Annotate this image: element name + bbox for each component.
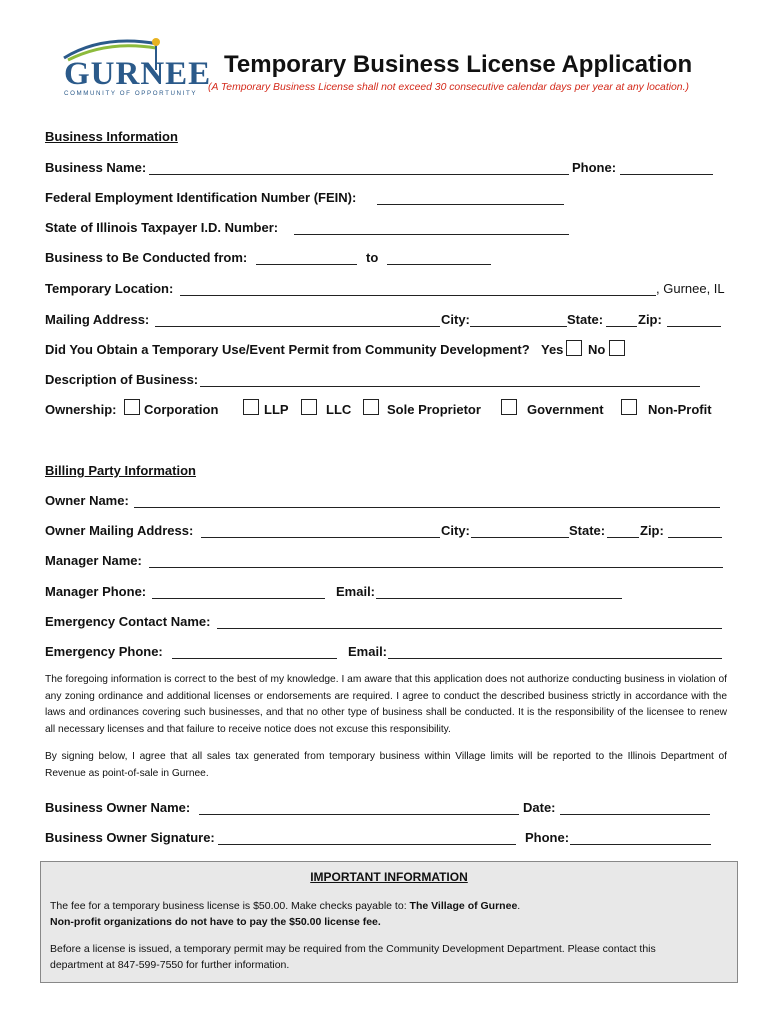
owner-mailing-field[interactable] <box>201 537 440 538</box>
payee-text: The Village of Gurnee <box>409 900 518 912</box>
signature-phone-label: Phone: <box>525 830 570 845</box>
temporary-location-field[interactable] <box>180 295 656 296</box>
conducted-from-field[interactable] <box>256 264 357 265</box>
manager-phone-label: Manager Phone: <box>45 584 147 599</box>
signature-owner-name-label: Business Owner Name: <box>45 800 191 815</box>
location-suffix: , Gurnee, IL <box>656 281 725 296</box>
owner-city-field[interactable] <box>471 537 569 538</box>
ownership-government-checkbox[interactable] <box>501 399 517 415</box>
ownership-non-profit-checkbox[interactable] <box>621 399 637 415</box>
ownership-label: Ownership: <box>45 402 117 417</box>
conducted-from-label: Business to Be Conducted from: <box>45 250 248 265</box>
business-name-field[interactable] <box>149 174 569 175</box>
taxpayer-id-field[interactable] <box>294 234 569 235</box>
fee-text: The fee for a temporary business license is $50.00. Make checks payable to: <box>50 900 410 912</box>
nonprofit-note: Non-profit organizations do not have to pay the $50.00 license fee. <box>50 916 381 928</box>
page-subtitle: (A Temporary Business License shall not exceed 30 consecutive calendar days per year at any location.) <box>208 82 689 93</box>
fein-field[interactable] <box>377 204 564 205</box>
permit-note-line2: department at 847-599-7550 for further information. <box>50 959 290 971</box>
ownership-sole-proprietor-label: Sole Proprietor <box>387 402 481 417</box>
manager-name-field[interactable] <box>149 567 723 568</box>
fein-label: Federal Employment Identification Number (FEIN): <box>45 190 357 205</box>
manager-name-label: Manager Name: <box>45 553 142 568</box>
taxpayer-id-label: State of Illinois Taxpayer I.D. Number: <box>45 220 279 235</box>
billing-info-heading: Billing Party Information <box>45 463 196 478</box>
signature-owner-name-field[interactable] <box>199 814 519 815</box>
state-label: State: <box>567 312 604 327</box>
emergency-phone-field[interactable] <box>172 658 337 659</box>
sales-tax-paragraph: By signing below, I agree that all sales tax generated from temporary business within Village limits will be reported to the Illinois Department of Revenue as point-of-sale in Gurnee. <box>45 751 727 779</box>
permit-no-label: No <box>588 342 606 357</box>
ownership-non-profit-label: Non-Profit <box>648 402 712 417</box>
city-label: City: <box>441 312 470 327</box>
gurnee-logo <box>58 36 212 100</box>
owner-state-label: State: <box>569 523 606 538</box>
owner-state-field[interactable] <box>607 537 639 538</box>
important-info-title: IMPORTANT INFORMATION <box>310 870 468 884</box>
signature-date-field[interactable] <box>560 814 710 815</box>
page-title: Temporary Business License Application <box>224 51 693 78</box>
owner-name-label: Owner Name: <box>45 493 129 508</box>
conducted-to-label: to <box>366 250 379 265</box>
business-info-heading: Business Information <box>45 129 178 144</box>
signature-date-label: Date: <box>523 800 556 815</box>
city-field[interactable] <box>470 326 567 327</box>
business-name-label: Business Name: <box>45 160 147 175</box>
description-label: Description of Business: <box>45 372 199 387</box>
permit-no-checkbox[interactable] <box>609 340 625 356</box>
legal-paragraph: The foregoing information is correct to the best of my knowledge. I am aware that this application does not authorize conducting business in violation of any zoning ordinance and additional licenses or endorsements are required. I agree to conduct the described business strictly in accordance with the laws and ordinances covering such businesses, and that no other type of business shall be conducted. It is the responsibility of the licensee to renew all necessary licenses and that failure to receive notice does not excuse this responsibility. <box>45 674 727 735</box>
emergency-phone-label: Emergency Phone: <box>45 644 163 659</box>
ownership-corporation-label: Corporation <box>144 402 219 417</box>
ownership-llc-label: LLC <box>326 402 352 417</box>
emergency-email-label: Email: <box>348 644 388 659</box>
ownership-government-label: Government <box>527 402 604 417</box>
fee-period: . <box>517 900 521 912</box>
permit-note-line1: Before a license is issued, a temporary permit may be required from the Community Development Department. Please contact this <box>50 943 656 955</box>
signature-field[interactable] <box>218 844 516 845</box>
emergency-email-field[interactable] <box>388 658 722 659</box>
zip-field[interactable] <box>667 326 721 327</box>
conducted-to-field[interactable] <box>387 264 491 265</box>
permit-yes-label: Yes <box>541 342 564 357</box>
ownership-llc-checkbox[interactable] <box>301 399 317 415</box>
description-field[interactable] <box>200 386 700 387</box>
emergency-name-label: Emergency Contact Name: <box>45 614 211 629</box>
ownership-sole-proprietor-checkbox[interactable] <box>363 399 379 415</box>
mailing-address-label: Mailing Address: <box>45 312 150 327</box>
business-phone-label: Phone: <box>572 160 617 175</box>
manager-phone-field[interactable] <box>152 598 325 599</box>
owner-mailing-label: Owner Mailing Address: <box>45 523 194 538</box>
permit-question: Did You Obtain a Temporary Use/Event Permit from Community Development? <box>45 342 530 357</box>
temporary-location-label: Temporary Location: <box>45 281 174 296</box>
logo-tagline: COMMUNITY OF OPPORTUNITY <box>64 90 198 97</box>
ownership-llp-checkbox[interactable] <box>243 399 259 415</box>
permit-yes-checkbox[interactable] <box>566 340 582 356</box>
owner-zip-label: Zip: <box>640 523 664 538</box>
state-field[interactable] <box>606 326 637 327</box>
important-info-box <box>40 861 738 983</box>
business-phone-field[interactable] <box>620 174 713 175</box>
emergency-name-field[interactable] <box>217 628 722 629</box>
owner-zip-field[interactable] <box>668 537 722 538</box>
zip-label: Zip: <box>638 312 662 327</box>
ownership-llp-label: LLP <box>264 402 289 417</box>
logo-word: GURNEE <box>64 56 212 92</box>
manager-email-label: Email: <box>336 584 376 599</box>
manager-email-field[interactable] <box>376 598 622 599</box>
signature-phone-field[interactable] <box>570 844 711 845</box>
fee-line <box>50 900 520 912</box>
owner-name-field[interactable] <box>134 507 720 508</box>
ownership-corporation-checkbox[interactable] <box>124 399 140 415</box>
signature-label: Business Owner Signature: <box>45 830 215 845</box>
mailing-address-field[interactable] <box>155 326 440 327</box>
owner-city-label: City: <box>441 523 470 538</box>
